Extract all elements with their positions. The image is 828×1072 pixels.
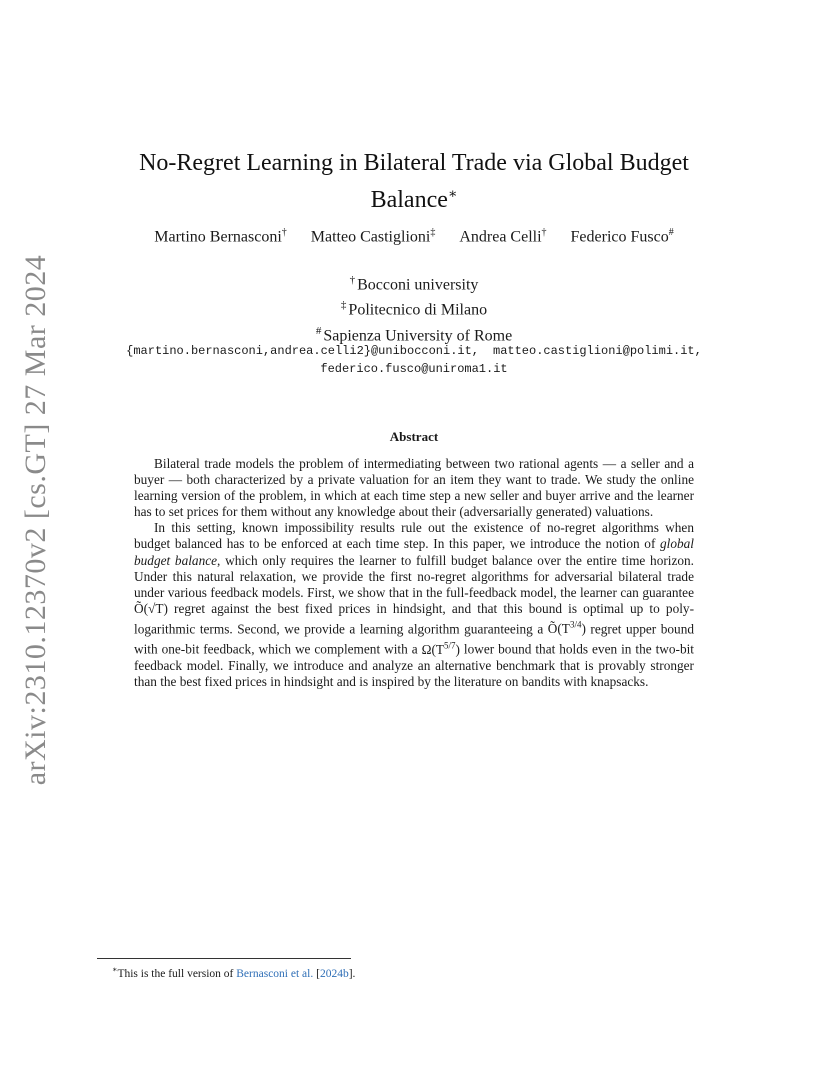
text-run: , which only requires the learner to fulfill budget balance over the entire time horizon. Under this natural relaxation, we provide the first no-regret algorithms for adversarial bilateral trade under various feedback models. First, we show that in the full-feedback model, the learner can guarantee	[134, 552, 694, 600]
affiliation-name: Bocconi university	[357, 276, 479, 294]
math-exponent: 5/7	[444, 640, 456, 651]
author-mark: #	[668, 227, 674, 238]
author-mark: †	[541, 227, 547, 238]
author-name: Andrea Celli	[459, 228, 542, 246]
author-list	[100, 227, 728, 246]
author-mark: †	[281, 227, 287, 238]
title-line-2-text: Balance	[370, 187, 448, 213]
citation-bracket-close: ].	[348, 967, 356, 980]
citation-authors-link[interactable]: Bernasconi et al.	[236, 967, 314, 980]
affiliation-mark: #	[315, 324, 322, 337]
affiliation-list	[100, 270, 728, 346]
email-uniroma: federico.fusco@uniroma1.it	[320, 362, 508, 376]
footnote	[112, 963, 355, 981]
citation-year-link[interactable]: 2024b	[319, 967, 349, 980]
affiliation-name: Politecnico di Milano	[348, 301, 488, 319]
math-close: )	[581, 621, 586, 637]
paper-title	[100, 148, 728, 216]
math-exponent: 3/4	[569, 619, 582, 630]
abstract-paragraph-2	[134, 520, 694, 690]
math-base: Õ(T	[547, 621, 570, 637]
email-line-1	[100, 342, 728, 360]
author-name: Federico Fusco	[570, 228, 669, 246]
email-block	[100, 342, 728, 378]
affiliation	[100, 295, 728, 320]
footnote-text: This is the full version of	[117, 967, 237, 980]
math-base: Ω(T	[421, 641, 444, 657]
text-run: regret upper bound with one-bit feedback, which we complement with a	[134, 621, 694, 657]
affiliation-mark: ‡	[340, 299, 347, 312]
emphasis-global-budget-balance: global budget balance	[134, 536, 694, 568]
math-lower-bound	[422, 642, 460, 657]
arxiv-identifier-stamp: arXiv:2310.12370v2 [cs.GT] 27 Mar 2024	[19, 254, 52, 786]
text-run: lower bound that holds even in the two-bit feedback model. Finally, we introduce and analyze an alternative benchmark that is provably stronger than the best fixed prices in hindsight and is inspired by the literature on bandits with knapsacks.	[134, 641, 695, 690]
author	[154, 227, 287, 246]
math-regret-sqrt-t: Õ(√T)	[134, 600, 168, 616]
math-close: )	[455, 641, 460, 657]
affiliation	[100, 270, 728, 295]
author-name: Martino Bernasconi	[154, 228, 282, 246]
text-run: In this setting, known impossibility results rule out the existence of no-regret algorithms when budget balanced has to be enforced at each time step. In this paper, we introduce the notion of	[134, 520, 694, 552]
title-line-2	[100, 179, 728, 216]
author-mark: ‡	[430, 227, 436, 238]
math-regret-upper-bound	[548, 621, 586, 636]
abstract-heading: Abstract	[389, 429, 439, 444]
abstract-body	[134, 456, 694, 690]
title-footnote-mark: ∗	[447, 187, 458, 202]
author	[311, 227, 436, 246]
author-name: Matteo Castiglioni	[310, 228, 431, 246]
email-bocconi: {martino.bernasconi,andrea.celli2}@unibocconi.it,	[126, 344, 479, 358]
affiliation-name: Sapienza University of Rome	[323, 326, 513, 344]
author	[459, 227, 546, 246]
title-line-1: No-Regret Learning in Bilateral Trade via Global Budget	[139, 150, 689, 176]
author	[571, 227, 674, 246]
citation-bracket-open: [	[313, 967, 320, 980]
text-run: regret against the best fixed prices in hindsight, and that this bound is optimal up to poly-logarithmic terms. Second, we provide a learning algorithm guaranteeing a	[134, 600, 694, 637]
email-polimi: matteo.castiglioni@polimi.it,	[493, 344, 702, 358]
footnote-rule	[97, 958, 351, 959]
footnote-mark: ∗	[112, 965, 118, 974]
abstract-paragraph-1: Bilateral trade models the problem of intermediating between two rational agents — a seller and a buyer — both characterized by a private valuation for an item they want to trade. We study the online learning version of the problem, in which at each time step a new seller and buyer arrive and the learner has to set prices for them without any knowledge about their (adversarially generated) valuations.	[134, 456, 694, 520]
affiliation-mark: †	[349, 274, 356, 286]
